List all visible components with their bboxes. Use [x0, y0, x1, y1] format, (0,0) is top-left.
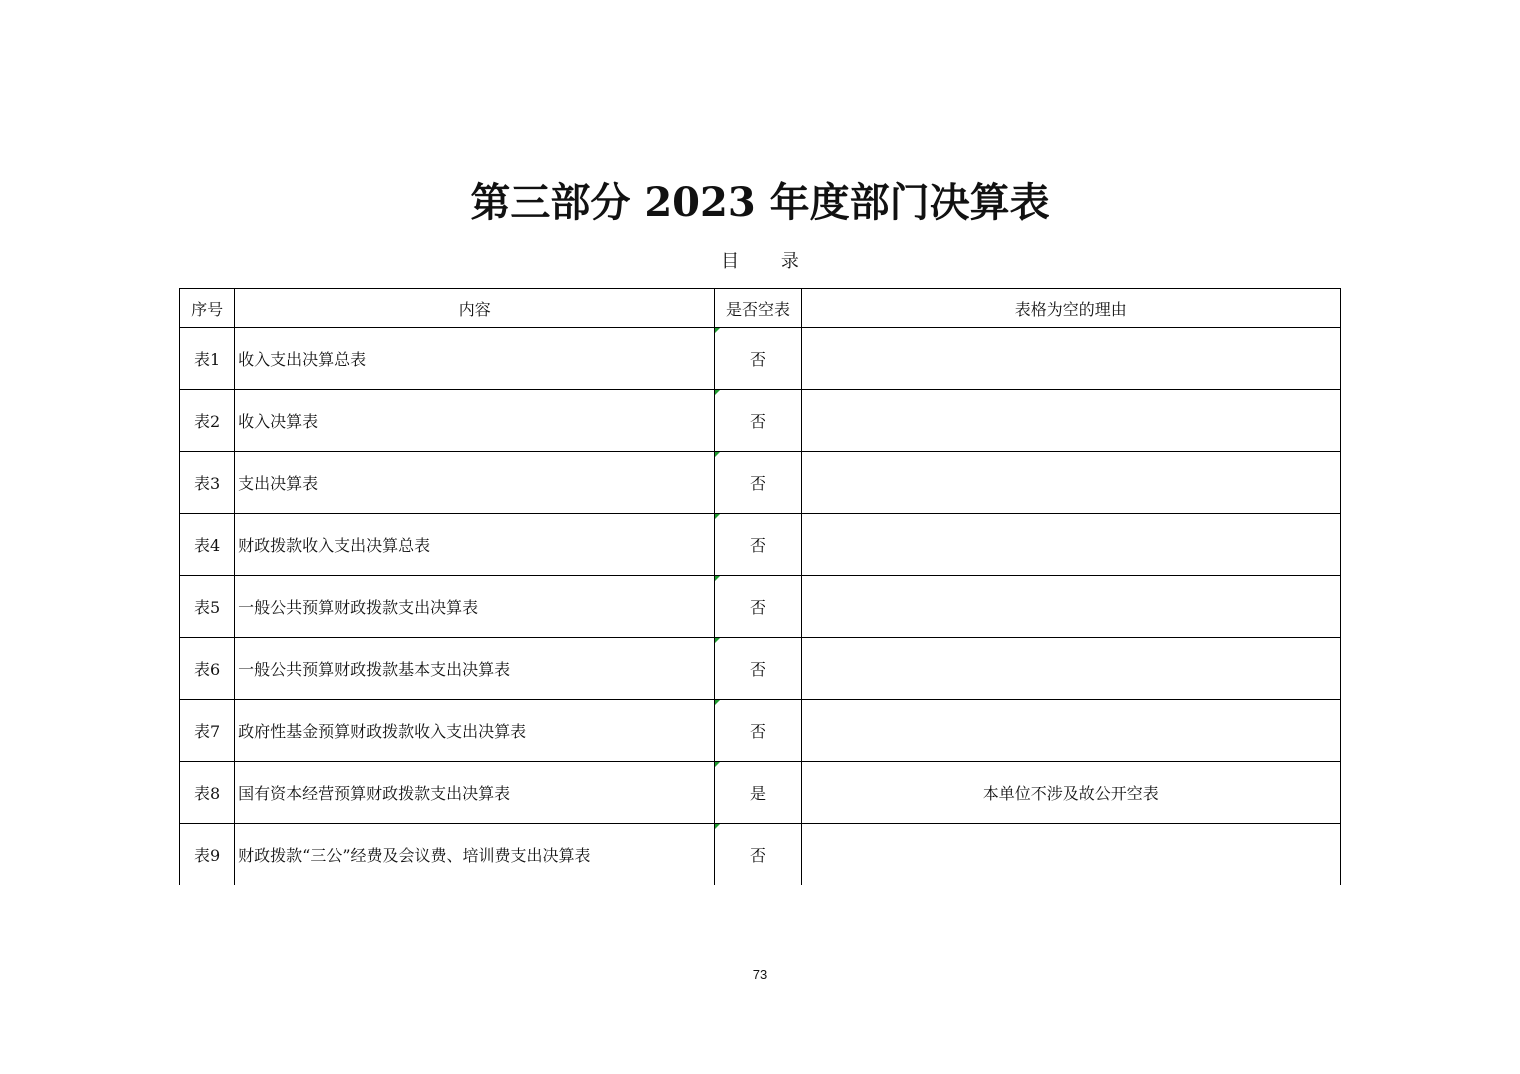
table-row	[180, 824, 1341, 886]
table-header-row	[180, 289, 1341, 328]
cell-marker-icon	[715, 452, 720, 457]
table-row	[180, 700, 1341, 762]
header-is-empty: 是否空表	[715, 289, 801, 328]
row-is-empty-value: 否	[749, 660, 766, 679]
row-content: 收入决算表	[235, 390, 715, 452]
row-reason	[801, 328, 1340, 390]
row-is-empty-value: 否	[749, 350, 766, 369]
row-reason	[801, 390, 1340, 452]
row-is-empty-value: 否	[749, 846, 766, 865]
row-content: 一般公共预算财政拨款基本支出决算表	[235, 638, 715, 700]
table-row	[180, 328, 1341, 390]
header-reason: 表格为空的理由	[801, 289, 1340, 328]
row-reason	[801, 576, 1340, 638]
table-row	[180, 638, 1341, 700]
row-is-empty	[715, 638, 801, 700]
row-reason	[801, 452, 1340, 514]
row-reason	[801, 514, 1340, 576]
row-reason	[801, 700, 1340, 762]
row-reason: 本单位不涉及故公开空表	[801, 762, 1340, 824]
row-is-empty	[715, 576, 801, 638]
row-no: 表1	[180, 328, 235, 390]
toc-table	[179, 288, 1341, 885]
row-no: 表4	[180, 514, 235, 576]
cell-marker-icon	[715, 824, 720, 829]
row-is-empty-value: 否	[749, 598, 766, 617]
row-content: 政府性基金预算财政拨款收入支出决算表	[235, 700, 715, 762]
cell-marker-icon	[715, 328, 720, 333]
row-is-empty	[715, 452, 801, 514]
row-is-empty	[715, 328, 801, 390]
row-is-empty-value: 否	[749, 412, 766, 431]
table-row	[180, 390, 1341, 452]
cell-marker-icon	[715, 700, 720, 705]
row-no: 表2	[180, 390, 235, 452]
row-is-empty-value: 否	[749, 536, 766, 555]
header-no: 序号	[180, 289, 235, 328]
row-reason	[801, 638, 1340, 700]
row-is-empty	[715, 762, 801, 824]
page-number: 73	[752, 967, 768, 982]
row-no: 表6	[180, 638, 235, 700]
table-row	[180, 576, 1341, 638]
page-title: 第三部分 2023 年度部门决算表	[470, 179, 1050, 226]
row-is-empty	[715, 514, 801, 576]
row-no: 表8	[180, 762, 235, 824]
row-is-empty	[715, 390, 801, 452]
row-content: 财政拨款“三公”经费及会议费、培训费支出决算表	[235, 824, 715, 886]
row-is-empty-value: 否	[749, 722, 766, 741]
cell-marker-icon	[715, 390, 720, 395]
row-no: 表5	[180, 576, 235, 638]
row-content: 国有资本经营预算财政拨款支出决算表	[235, 762, 715, 824]
cell-marker-icon	[715, 762, 720, 767]
row-is-empty-value: 否	[749, 474, 766, 493]
table-row	[180, 762, 1341, 824]
row-no: 表3	[180, 452, 235, 514]
row-content: 一般公共预算财政拨款支出决算表	[235, 576, 715, 638]
row-no: 表7	[180, 700, 235, 762]
header-content: 内容	[235, 289, 715, 328]
cell-marker-icon	[715, 576, 720, 581]
cell-marker-icon	[715, 514, 720, 519]
row-reason	[801, 824, 1340, 886]
table-row	[180, 452, 1341, 514]
row-is-empty	[715, 824, 801, 886]
row-no: 表9	[180, 824, 235, 886]
row-is-empty	[715, 700, 801, 762]
row-content: 收入支出决算总表	[235, 328, 715, 390]
cell-marker-icon	[715, 638, 720, 643]
row-content: 财政拨款收入支出决算总表	[235, 514, 715, 576]
row-is-empty-value: 是	[749, 784, 766, 803]
toc-heading: 目 录	[721, 251, 817, 272]
table-row	[180, 514, 1341, 576]
row-content: 支出决算表	[235, 452, 715, 514]
